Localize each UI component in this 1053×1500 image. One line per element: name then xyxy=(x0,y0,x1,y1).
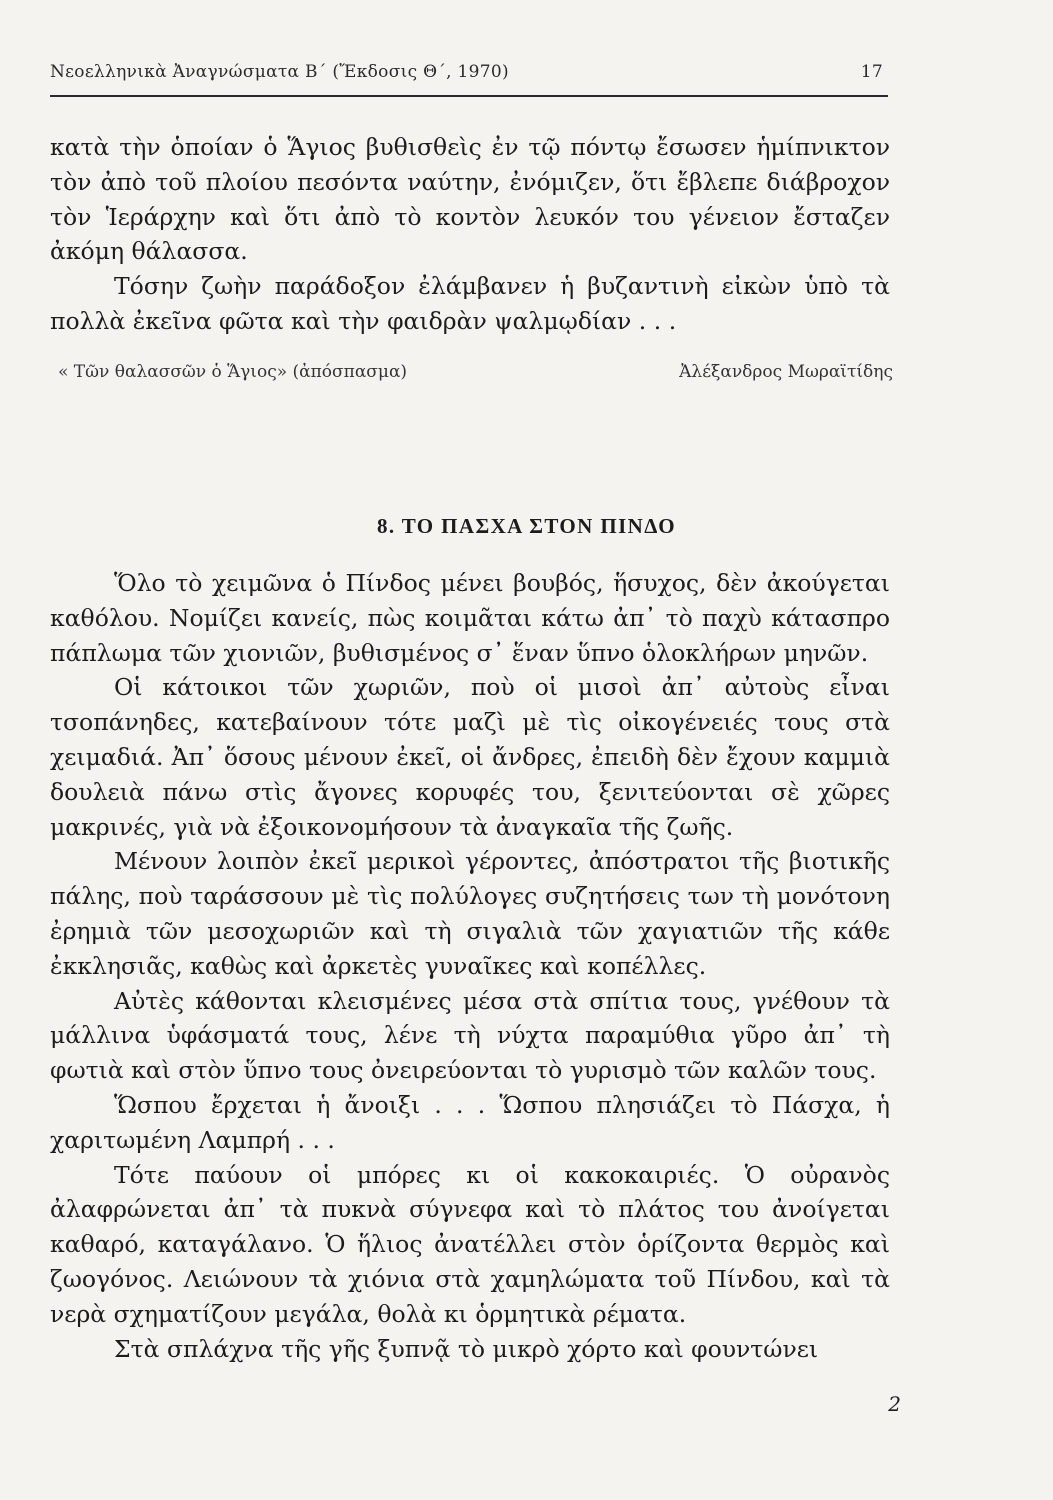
intro-text xyxy=(50,130,890,339)
signature-mark: 2 xyxy=(888,1392,901,1416)
intro-paragraph: Τόσην ζωὴν παράδοξον ἐλάμβανεν ἡ βυζαντινὴ εἰκὼν ὑπὸ τὰ πολλὰ ἐκεῖνα φῶτα καὶ τὴν φαιδρὰν ψαλμῳδίαν . . . xyxy=(50,272,890,335)
paragraph: Ὅλο τὸ χειμῶνα ὁ Πίνδος μένει βουβός, ἥσυχος, δὲν ἀκούγεται καθόλου. Νομίζει κανείς, πὼς κοιμᾶται κάτω ἀπ᾽ τὸ παχὺ κάτασπρο πάπλωμα τῶν χιονιῶν, βυθισμένος σ᾽ ἕναν ὕπνο ὁλοκλήρων μηνῶν. xyxy=(50,569,890,667)
paragraph: Αὐτὲς κάθονται κλεισμένες μέσα στὰ σπίτια τους, γνέθουν τὰ μάλλινα ὑφάσματά τους, λένε τὴ νύχτα παραμύθια γῦρο ἀπ᾽ τὴ φωτιὰ καὶ στὸν ὕπνο τους ὀνειρεύονται τὸ γυρισμὸ τῶν καλῶν τους. xyxy=(50,986,890,1085)
section-title: 8. ΤΟ ΠΑΣΧΑ ΣΤΟΝ ΠΙΝΔΟ xyxy=(376,514,677,538)
section-body xyxy=(50,566,890,1366)
paragraph: Τότε παύουν οἱ μπόρες κι οἱ κακοκαιριές. Ὁ οὐρανὸς ἀλαφρώνεται ἀπ᾽ τὰ πυκνὰ σύγνεφα καὶ τὸ πλάτος του ἀνοίγεται καθαρό, καταγάλανο. Ὁ ἥλιος ἀνατέλλει στὸν ὁρίζοντα θερμὸς καὶ ζωογόνος. Λειώνουν τὰ χιόνια στὰ χαμηλώματα τοῦ Πίνδου, καὶ τὰ νερὰ σχηματίζουν μεγάλα, θολὰ κι ὁρμητικὰ ρέματα. xyxy=(50,1160,890,1328)
page-number: 17 xyxy=(860,62,883,82)
header-rule xyxy=(50,95,888,97)
intro-paragraph: κατὰ τὴν ὁποίαν ὁ Ἅγιος βυθισθεὶς ἐν τῷ πόντῳ ἔσωσεν ἡμίπνικτον τὸν ἀπὸ τοῦ πλοίου πεσόντα ναύτην, ἐνόμιζεν, ὅτι ἔβλεπε διάβροχον τὸν Ἱεράρχην καὶ ὅτι ἀπὸ τὸ κοντὸν λευκόν του γένειον ἔσταζεν ἀκόμη θάλασσα. xyxy=(50,133,890,266)
source-citation: « Τῶν θαλασσῶν ὁ Ἅγιος» (ἀπόσπασμα) xyxy=(58,362,408,382)
paragraph: Ὥσπου ἔρχεται ἡ ἄνοιξι . . . Ὥσπου πλησιάζει τὸ Πάσχα, ἡ χαριτωμένη Λαμπρή . . . xyxy=(50,1090,890,1154)
running-title: Νεοελληνικὰ Ἀναγνώσματα Β΄ (Ἔκδοσις Θ΄, 1970) xyxy=(50,62,509,82)
author-name: Ἀλέξανδρος Μωραϊτίδης xyxy=(679,362,893,382)
paragraph: Μένουν λοιπὸν ἐκεῖ μερικοὶ γέροντες, ἀπόστρατοι τῆς βιοτικῆς πάλης, ποὺ ταράσσουν μὲ τὶς πολύλογες συζητήσεις των τὴ μονότονη ἐρημιὰ τῶν μεσοχωριῶν καὶ τὴ σιγαλιὰ τῶν χαγιατιῶν τῆς κάθε ἐκκλησιᾶς, καθὼς καὶ ἀρκετὲς γυναῖκες καὶ κοπέλλες. xyxy=(50,847,890,980)
paragraph: Οἱ κάτοικοι τῶν χωριῶν, ποὺ οἱ μισοὶ ἀπ᾽ αὐτοὺς εἶναι τσοπάνηδες, κατεβαίνουν τότε μαζὶ μὲ τὶς οἰκογένειές τους στὰ χειμαδιά. Ἀπ᾽ ὅσους μένουν ἐκεῖ, οἱ ἄνδρες, ἐπειδὴ δὲν ἔχουν καμμιὰ δουλειὰ πάνω στὶς ἄγονες κορυφές του, ξενιτεύονται σὲ χῶρες μακρινές, γιὰ νὰ ἐξοικονομήσουν τὰ ἀναγκαῖα τῆς ζωῆς. xyxy=(50,673,890,841)
running-header xyxy=(50,58,883,88)
paragraph: Στὰ σπλάχνα τῆς γῆς ξυπνᾷ τὸ μικρὸ χόρτο καὶ φουντώνει xyxy=(114,1334,819,1363)
